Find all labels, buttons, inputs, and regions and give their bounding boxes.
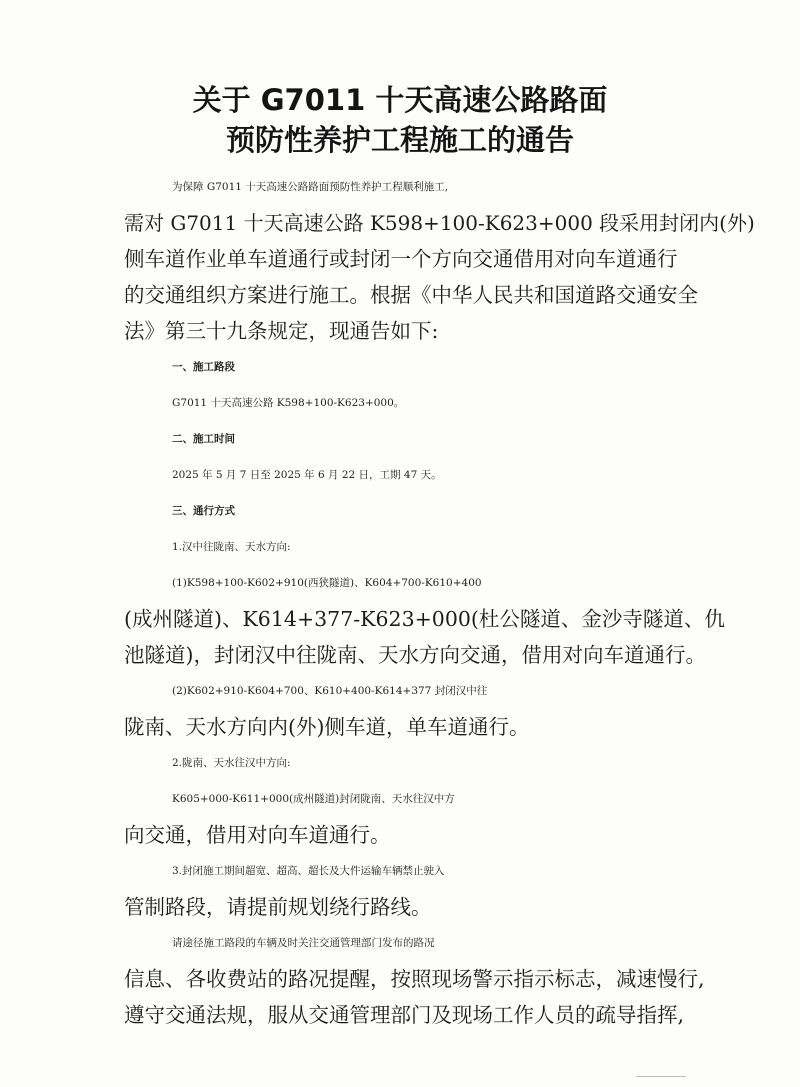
paragraph-line: 池隧道)，封闭汉中往陇南、天水方向交通，借用对向车道通行。	[124, 643, 706, 667]
paragraph-line: (2)K602+910-K604+700、K610+400-K614+377 封闭汉中往	[172, 685, 488, 697]
paragraph-line: 需对 G7011 十天高速公路 K598+100-K623+000 段采用封闭内(外)	[124, 211, 755, 235]
section-heading: 一、施工路段	[172, 361, 235, 373]
section-heading: 三、通行方式	[172, 505, 235, 517]
paragraph-line: G7011 十天高速公路 K598+100-K623+000。	[172, 397, 405, 409]
subsection-line: 2.陇南、天水往汉中方向:	[172, 757, 291, 769]
notice-title-line-1: 关于 G7011 十天高速公路路面	[192, 83, 608, 117]
paragraph-line: 侧车道作业单车道通行或封闭一个方向交通借用对向车道通行	[124, 247, 678, 271]
subsection-line: 1.汉中往陇南、天水方向:	[172, 541, 291, 553]
notice-title-line-2: 预防性养护工程施工的通告	[225, 123, 574, 157]
paragraph-line: 请途径施工路段的车辆及时关注交通管理部门发布的路况	[172, 937, 435, 949]
paragraph-line: 的交通组织方案进行施工。根据《中华人民共和国道路交通安全	[124, 283, 698, 307]
paragraph-line: 信息、各收费站的路况提醒，按照现场警示指示标志，减速慢行,	[124, 967, 705, 991]
paragraph-line: 遵守交通法规，服从交通管理部门及现场工作人员的疏导指挥,	[124, 1003, 685, 1027]
section-heading: 二、施工时间	[172, 433, 235, 445]
paragraph-line: (成州隧道)、K614+377-K623+000(杜公隧道、金沙寺隧道、仇	[124, 607, 725, 631]
paragraph-line: 向交通，借用对向车道通行。	[124, 823, 391, 847]
paragraph-line: K605+000-K611+000(成州隧道)封闭陇南、天水往汉中方	[172, 793, 455, 805]
paragraph-line: 陇南、天水方向内(外)侧车道，单车道通行。	[124, 715, 530, 739]
page-edge-mark	[636, 1076, 686, 1083]
paragraph-line: 为保障 G7011 十天高速公路路面预防性养护工程顺利施工,	[172, 181, 449, 193]
subsection-line: 3.封闭施工期间超宽、超高、超长及大件运输车辆禁止驶入	[172, 865, 445, 877]
paragraph-line: 2025 年 5 月 7 日至 2025 年 6 月 22 日，工期 47 天。	[172, 469, 442, 481]
paragraph-line: (1)K598+100-K602+910(西狭隧道)、K604+700-K610+400	[172, 577, 482, 589]
paragraph-line: 法》第三十九条规定，现通告如下:	[124, 319, 439, 343]
paragraph-line: 管制路段，请提前规划绕行路线。	[124, 895, 432, 919]
